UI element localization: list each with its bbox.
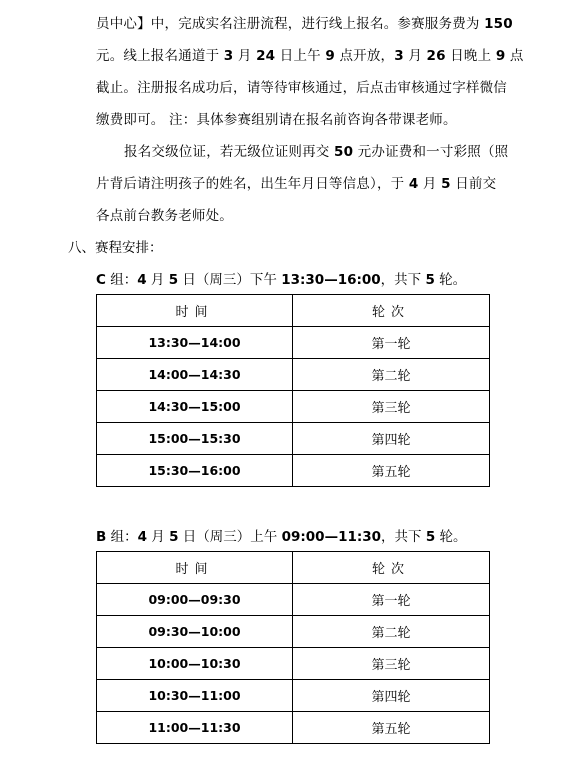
table-header-row — [97, 552, 490, 584]
time-cell: 15:30—16:00 — [97, 455, 293, 487]
table-row — [97, 584, 490, 616]
column-header-round: 轮次 — [293, 552, 490, 584]
time-cell: 10:30—11:00 — [97, 680, 293, 712]
table-row — [97, 359, 490, 391]
column-header-time: 时间 — [97, 552, 293, 584]
number-span: 5 — [441, 176, 451, 192]
round-cell: 第四轮 — [293, 423, 490, 455]
group-letter: C — [96, 272, 106, 288]
time-range: 09:00—11:30 — [281, 529, 382, 545]
round-cell: 第四轮 — [293, 680, 490, 712]
paragraph2-line2 — [96, 175, 496, 193]
text-span: ，共下 — [380, 272, 426, 288]
text-span: 组： — [106, 529, 138, 545]
number-span: 50 — [334, 144, 354, 160]
paragraph1-line3: 截止。注册报名成功后，请等待审核通过，后点击审核通过字样微信 — [96, 80, 507, 96]
time-cell: 13:30—14:00 — [97, 327, 293, 359]
text-span: 轮。 — [434, 272, 467, 288]
text-span: 日（周三）上午 — [178, 529, 282, 545]
column-header-round: 轮次 — [293, 295, 490, 327]
text-span: 日上午 — [275, 48, 326, 64]
paragraph1-line4: 缴费即可。 注：具体参赛组别请在报名前咨询各带课老师。 — [96, 112, 457, 128]
round-cell: 第二轮 — [293, 616, 490, 648]
number-span: 9 — [495, 48, 506, 64]
table-header-row — [97, 295, 490, 327]
group-c-heading — [96, 271, 466, 289]
text-span: 元。线上报名通道于 — [96, 48, 224, 64]
time-cell: 09:30—10:00 — [97, 616, 293, 648]
text-span: ，共下 — [381, 529, 426, 545]
group-b-schedule-table — [96, 551, 490, 744]
text-span: 月 — [418, 176, 442, 192]
text-span: 元办证费和一寸彩照（照 — [353, 144, 509, 160]
round-cell: 第二轮 — [293, 359, 490, 391]
round-cell: 第五轮 — [293, 712, 490, 744]
text-span: 月 — [147, 529, 170, 545]
number-span: 3 — [394, 48, 404, 64]
group-c-schedule-table — [96, 294, 490, 487]
fee-amount: 150 — [484, 16, 513, 32]
time-cell: 10:00—10:30 — [97, 648, 293, 680]
text-span: 日（周三）下午 — [178, 272, 282, 288]
number-span: 4 — [137, 529, 147, 545]
text-span: 日晚上 — [445, 48, 496, 64]
paragraph1-line2 — [96, 47, 524, 65]
number-span: 5 — [425, 529, 436, 545]
text-span: 轮。 — [435, 529, 467, 545]
text-span: 员中心】中，完成实名注册流程，进行线上报名。参赛服务费为 — [96, 16, 485, 32]
text-span: 点开放， — [334, 48, 395, 64]
round-cell: 第三轮 — [293, 648, 490, 680]
number-span: 4 — [408, 176, 419, 192]
round-cell: 第五轮 — [293, 455, 490, 487]
table-row — [97, 712, 490, 744]
number-span: 24 — [256, 48, 276, 64]
round-cell: 第一轮 — [293, 584, 490, 616]
text-span: 报名交级位证，若无级位证则再交 — [124, 144, 334, 160]
time-cell: 14:30—15:00 — [97, 391, 293, 423]
table-row — [97, 391, 490, 423]
text-span: 日前交 — [450, 176, 497, 192]
table-row — [97, 423, 490, 455]
time-cell: 09:00—09:30 — [97, 584, 293, 616]
table-row — [97, 327, 490, 359]
time-cell: 15:00—15:30 — [97, 423, 293, 455]
number-span: 3 — [223, 48, 234, 64]
text-span: 月 — [403, 48, 427, 64]
number-span: 5 — [425, 272, 435, 288]
text-span: 组： — [105, 272, 138, 288]
text-span: 月 — [233, 48, 257, 64]
paragraph2-line3: 各点前台教务老师处。 — [96, 208, 233, 224]
number-span: 26 — [426, 48, 446, 64]
group-b-heading — [96, 528, 467, 546]
time-range: 13:30—16:00 — [281, 272, 381, 288]
column-header-time: 时间 — [97, 295, 293, 327]
round-cell: 第一轮 — [293, 327, 490, 359]
table-row — [97, 616, 490, 648]
paragraph2-line1 — [124, 143, 508, 161]
paragraph1-line1 — [96, 15, 513, 33]
table-row — [97, 648, 490, 680]
text-span: 月 — [146, 272, 169, 288]
time-cell: 11:00—11:30 — [97, 712, 293, 744]
text-span: 片背后请注明孩子的姓名，出生年月日等信息），于 — [96, 176, 409, 192]
table-row — [97, 680, 490, 712]
text-span: 点 — [505, 48, 524, 64]
number-span: 4 — [137, 272, 147, 288]
table-row — [97, 455, 490, 487]
time-cell: 14:00—14:30 — [97, 359, 293, 391]
section-heading-schedule: 八、赛程安排： — [68, 240, 163, 256]
round-cell: 第三轮 — [293, 391, 490, 423]
number-span: 5 — [169, 529, 179, 545]
number-span: 9 — [325, 48, 335, 64]
number-span: 5 — [168, 272, 179, 288]
group-letter: B — [96, 529, 107, 545]
